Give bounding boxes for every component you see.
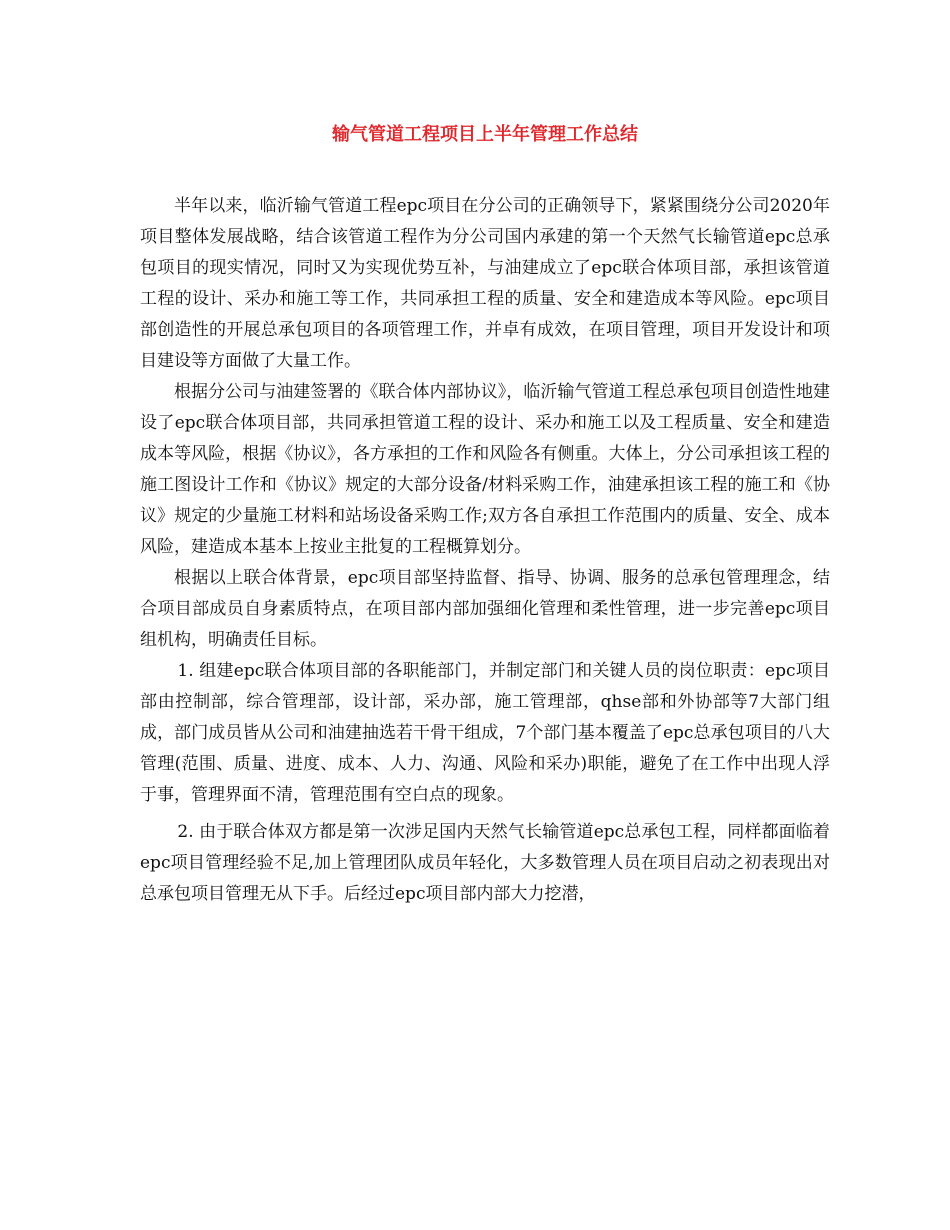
paragraph-item-1: 1. 组建epc联合体项目部的各职能部门，并制定部门和关键人员的岗位职责：epc项目部由控制部，综合管理部，设计部，采办部，施工管理部，qhse部和外协部等7大部门组成，部门成员皆从公司和油建抽选若干骨干组成，7个部门基本覆盖了epc总承包项目的八大管理(范围、质量、进度、成本、人力、沟通、风险和采办)职能，避免了在工作中出现人浮于事，管理界面不清，管理范围有空白点的现象。 [140,661,830,805]
paragraph-agreement: 根据分公司与油建签署的《联合体内部协议》，临沂输气管道工程总承包项目创造性地建设了epc联合体项目部，共同承担管道工程的设计、采办和施工以及工程质量、安全和建造成本等风险，根据《协议》，各方承担的工作和风险各有侧重。大体上，分公司承担该工程的施工图设计工作和《协议》规定的大部分设备/材料采购工作，油建承担该工程的施工和《协议》规定的少量施工材料和站场设备采购工作;双方各自承担工作范围内的质量、安全、成本风险，建造成本基本上按业主批复的工程概算划分。 [140,382,830,557]
paragraph-item-2: 2. 由于联合体双方都是第一次涉足国内天然气长输管道epc总承包工程，同样都面临着epc项目管理经验不足,加上管理团队成员年轻化，大多数管理人员在项目启动之初表现出对总承包项目管理无从下手。后经过epc项目部内部大力挖潜， [140,822,830,904]
paragraph-intro: 半年以来，临沂输气管道工程epc项目在分公司的正确领导下，紧紧围绕分公司2020年项目整体发展战略，结合该管道工程作为分公司国内承建的第一个天然气长输管道epc总承包项目的现实情况，同时又为实现优势互补，与油建成立了epc联合体项目部，承担该管道工程的设计、采办和施工等工作，共同承担工程的质量、安全和建造成本等风险。epc项目部创造性的开展总承包项目的各项管理工作，并卓有成效，在项目管理，项目开发设计和项目建设等方面做了大量工作。 [140,196,830,371]
document-title: 输气管道工程项目上半年管理工作总结 [332,124,638,145]
paragraph-concept: 根据以上联合体背景，epc项目部坚持监督、指导、协调、服务的总承包管理理念，结合项目部成员自身素质特点，在项目部内部加强细化管理和柔性管理，进一步完善epc项目组机构，明确责任目标。 [140,568,830,650]
document-body [140,191,830,910]
